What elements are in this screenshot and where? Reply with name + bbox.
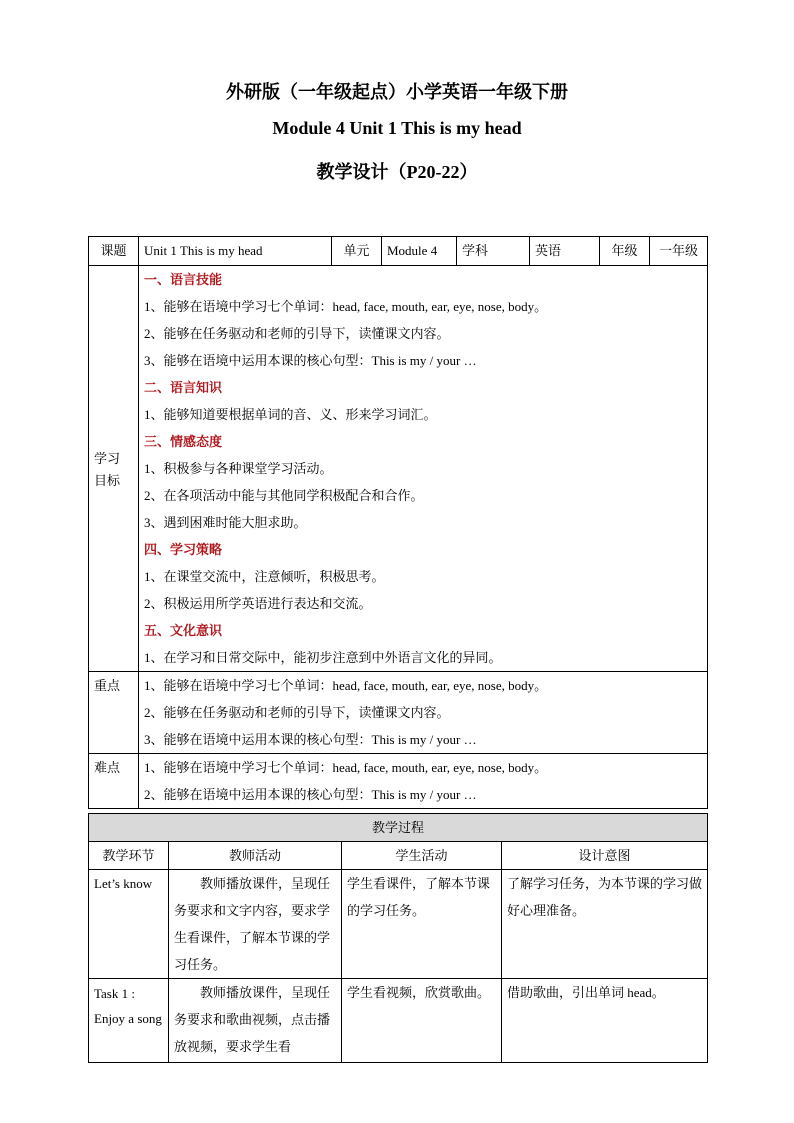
list-item: 3、能够在语境中运用本课的核心句型：This is my / your …: [144, 732, 477, 747]
key-points-label: 重点: [89, 672, 139, 754]
process-title-row: [89, 814, 708, 842]
teaching-process-table: [88, 813, 708, 1063]
objectives-label: 学习目标: [89, 266, 139, 672]
difficult-points-row: [89, 754, 708, 809]
table-row: [89, 870, 708, 979]
key-points-row: [89, 672, 708, 754]
student-activity-cell: 学生看课件，了解本节课的学习任务。: [342, 870, 502, 979]
list-item: 3、遇到困难时能大胆求助。: [144, 515, 307, 530]
unit-value: Module 4: [382, 237, 457, 266]
difficult-points-label: 难点: [89, 754, 139, 809]
discipline-value: 英语: [530, 237, 600, 266]
header-row: [89, 237, 708, 266]
grade-label: 年级: [600, 237, 650, 266]
list-item: 1、在课堂交流中，注意倾听，积极思考。: [144, 569, 385, 584]
teacher-activity-cell: 教师播放课件，呈现任务要求和文字内容，要求学生看课件，了解本节课的学习任务。: [169, 870, 342, 979]
process-title: 教学过程: [89, 814, 708, 842]
list-item: 1、积极参与各种课堂学习活动。: [144, 461, 333, 476]
list-item: 1、能够在语境中学习七个单词：head, face, mouth, ear, eye, nose, body。: [144, 299, 548, 314]
title-line-3: 教学设计（P20-22）: [316, 162, 478, 182]
grade-value: 一年级: [650, 237, 708, 266]
column-header: 设计意图: [502, 842, 708, 870]
discipline-label: 学科: [457, 237, 530, 266]
list-item: 1、能够在语境中学习七个单词：head, face, mouth, ear, eye, nose, body。: [144, 678, 548, 693]
lesson-info-table: [88, 236, 708, 809]
list-item: 2、在各项活动中能与其他同学积极配合和合作。: [144, 488, 424, 503]
list-item: 2、能够在任务驱动和老师的引导下，读懂课文内容。: [144, 326, 450, 341]
list-item: 2、能够在任务驱动和老师的引导下，读懂课文内容。: [144, 705, 450, 720]
section-heading: 四、学习策略: [144, 542, 223, 557]
list-item: 2、积极运用所学英语进行表达和交流。: [144, 596, 372, 611]
difficult-points-content: [139, 754, 708, 809]
section-heading: 一、语言技能: [144, 272, 223, 287]
list-item: 2、能够在语境中运用本课的核心句型：This is my / your …: [144, 787, 477, 802]
design-intent-cell: 借助歌曲，引出单词 head。: [502, 979, 708, 1063]
column-header: 教师活动: [169, 842, 342, 870]
subject-label: 课题: [89, 237, 139, 266]
objectives-content: [139, 266, 708, 672]
list-item: 1、能够在语境中学习七个单词：head, face, mouth, ear, eye, nose, body。: [144, 760, 548, 775]
design-intent-cell: 了解学习任务，为本节课的学习做好心理准备。: [502, 870, 708, 979]
objectives-row: [89, 266, 708, 672]
section-heading: 五、文化意识: [144, 623, 223, 638]
stage-cell: Task 1 : Enjoy a song: [89, 979, 169, 1063]
process-header-row: [89, 842, 708, 870]
unit-label: 单元: [332, 237, 382, 266]
key-points-content: [139, 672, 708, 754]
teacher-activity-cell: 教师播放课件，呈现任务要求和歌曲视频，点击播放视频，要求学生看: [169, 979, 342, 1063]
list-item: 1、能够知道要根据单词的音、义、形来学习词汇。: [144, 407, 437, 422]
table-row: [89, 979, 708, 1063]
student-activity-cell: 学生看视频，欣赏歌曲。: [342, 979, 502, 1063]
column-header: 教学环节: [89, 842, 169, 870]
stage-cell: Let’s know: [89, 870, 169, 979]
subject-value: Unit 1 This is my head: [139, 237, 332, 266]
title-line-1: 外研版（一年级起点）小学英语一年级下册: [226, 82, 568, 102]
section-heading: 三、情感态度: [144, 434, 223, 449]
list-item: 1、在学习和日常交际中，能初步注意到中外语言文化的异同。: [144, 650, 502, 665]
title-line-2: Module 4 Unit 1 This is my head: [272, 118, 522, 138]
list-item: 3、能够在语境中运用本课的核心句型：This is my / your …: [144, 353, 477, 368]
column-header: 学生活动: [342, 842, 502, 870]
section-heading: 二、语言知识: [144, 380, 223, 395]
